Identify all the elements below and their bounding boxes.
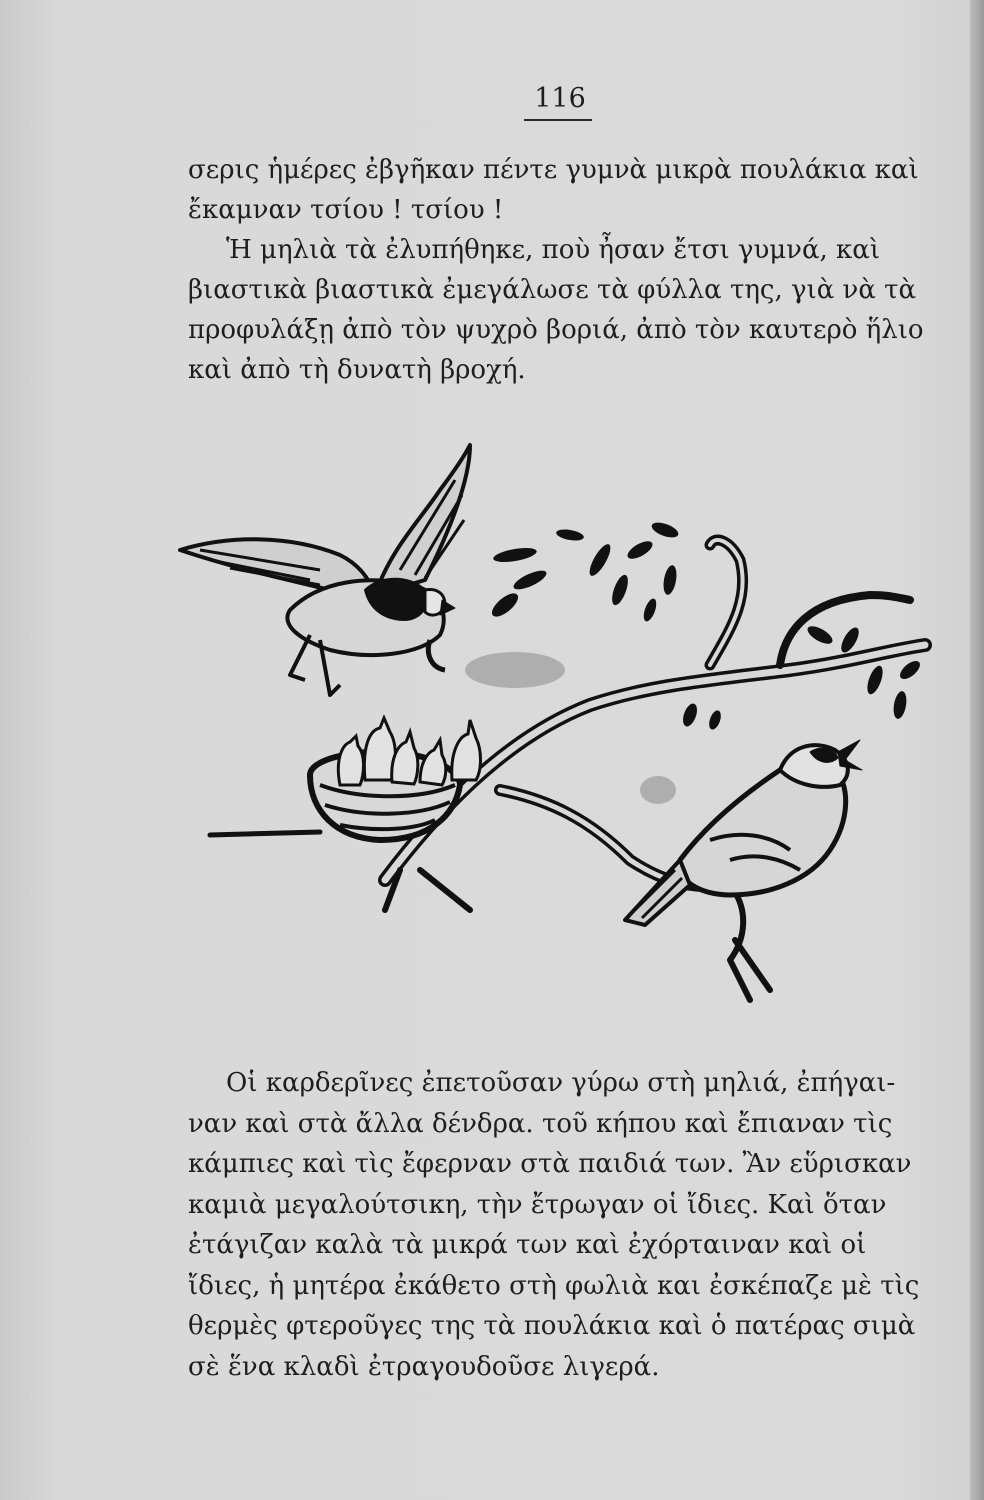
text-line: καμιὰ μεγαλούτσικη, τὴν ἔτρωγαν οἱ ἴδιες. Καὶ ὅταν — [188, 1189, 887, 1220]
text-line: καὶ ἀπὸ τὴ δυνατὴ βροχή. — [188, 355, 526, 385]
continued-paragraph — [188, 150, 932, 230]
flying-bird — [180, 445, 470, 695]
text-line: ἐτάγιζαν καλὰ τὰ μικρά των καὶ ἐχόρταιναν καὶ οἱ — [188, 1230, 867, 1260]
chicks — [338, 718, 480, 785]
illustration-svg — [170, 440, 940, 1040]
illustration-birds-nest — [170, 440, 940, 1040]
text-line: ἴδιες, ἡ μητέρα ἐκάθετο στὴ φωλιὰ και ἐσκέπαζε μὲ τὶς — [188, 1270, 920, 1301]
text-line: Ἡ μηλιὰ τὰ ἐλυπήθηκε, ποὺ ἦσαν ἔτσι γυμνά, καὶ — [226, 235, 881, 265]
singing-bird — [625, 740, 862, 925]
text-block-top — [188, 150, 932, 390]
text-line: προφυλάξῃ ἀπὸ τὸν ψυχρὸ βοριά, ἀπὸ τὸν καυτερὸ ἥλιο — [188, 315, 924, 345]
text-line: ναν καὶ στὰ ἄλλα δένδρα. τοῦ κήπου καὶ ἔπιαναν τὶς — [188, 1108, 893, 1139]
text-line: σερις ἡμέρες ἐβγῆκαν πέντε γυμνὰ μικρὰ πουλάκια καὶ — [188, 155, 919, 185]
text-line: θερμὲς φτεροῦγες της τὰ πουλάκια καὶ ὁ πατέρας σιμὰ — [188, 1311, 916, 1341]
text-line: κάμπιες καὶ τὶς ἔφερναν στὰ παιδιά των. Ἂν εὕρισκαν — [188, 1149, 912, 1179]
page-edge-shadow — [970, 0, 984, 1500]
text-line: ἔκαμναν τσίου ! τσίου ! — [188, 195, 504, 225]
page-number-rule — [524, 119, 592, 121]
print-smudges — [465, 652, 676, 804]
paragraph-goldfinches — [188, 1063, 932, 1387]
page-number: 116 — [534, 83, 586, 114]
text-line: Οἱ καρδερῖνες ἐπετοῦσαν γύρω στὴ μηλιά, ἐπήγαι- — [226, 1068, 896, 1098]
paragraph-apple-tree — [188, 230, 932, 390]
text-line: βιαστικὰ βιαστικὰ ἐμεγάλωσε τὰ φύλλα της, γιὰ νὰ τὰ — [188, 275, 917, 305]
leaves — [488, 520, 923, 732]
text-line: σὲ ἕνα κλαδὶ ἐτραγουδοῦσε λιγερά. — [188, 1351, 660, 1382]
text-block-bottom — [188, 1063, 932, 1387]
